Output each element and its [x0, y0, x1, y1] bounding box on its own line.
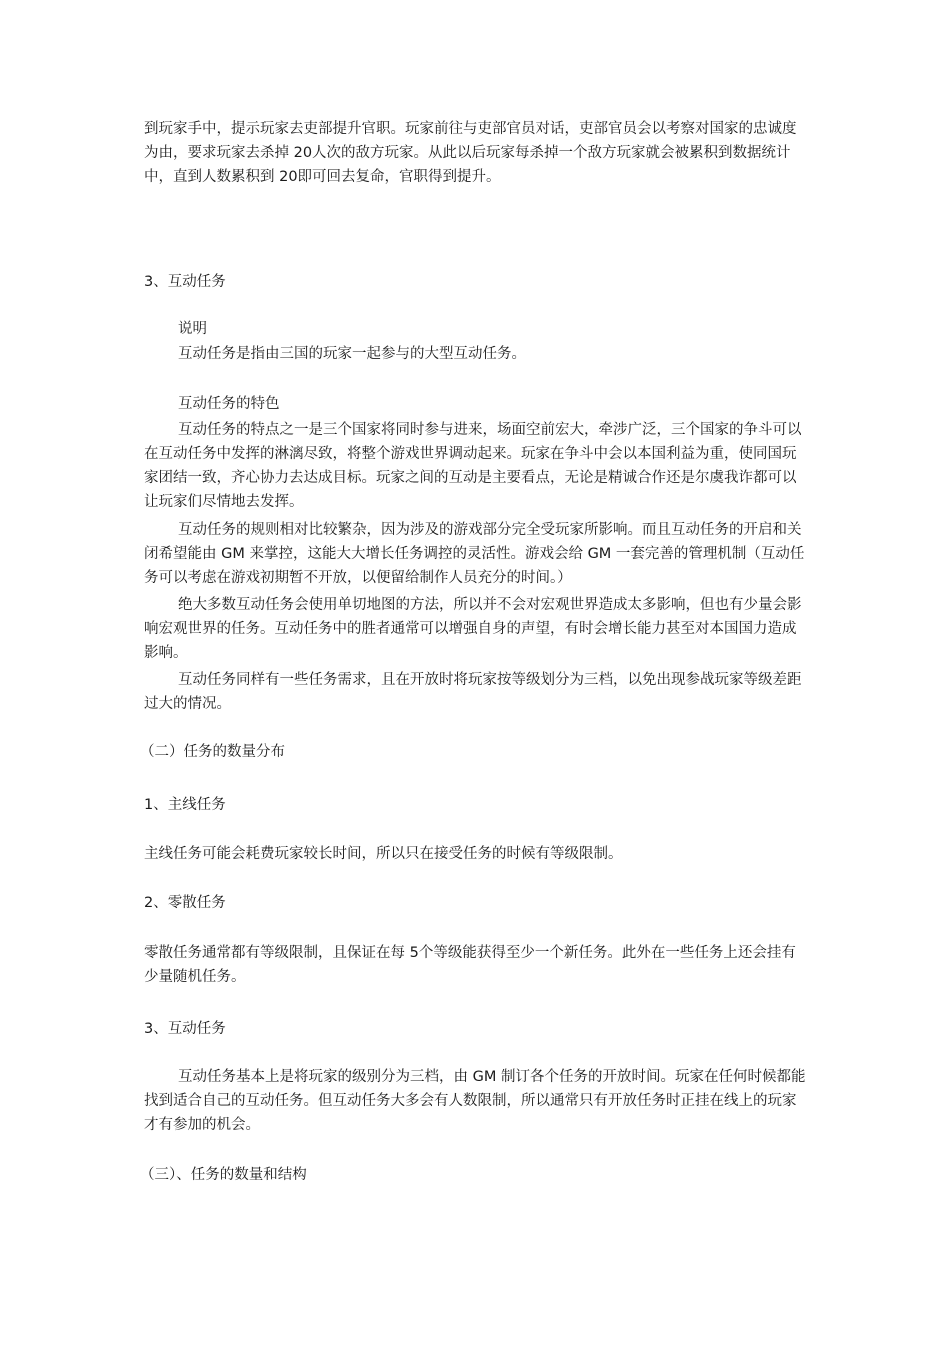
paragraph-definition: 互动任务是指由三国的玩家一起参与的大型互动任务。 [178, 346, 526, 362]
paragraph-main-quest: 主线任务可能会耗费玩家较长时间，所以只在接受任务的时候有等级限制。 [144, 846, 623, 862]
heading-quantity-structure: （三）、任务的数量和结构 [140, 1167, 307, 1183]
paragraph-feature-2: 互动任务的规则相对比较繁杂，因为涉及的游戏部分完全受玩家所影响。而且互动任务的开启和关闭希望能由 GM 来掌控，这能大大增长任务调控的灵活性。游戏会给 GM 一套完善的管理机制（互动任务可以考虑在游戏初期暂不开放，以便留给制作人员充分的时间。） [144, 522, 805, 586]
paragraph-side-quest: 零散任务通常都有等级限制，且保证在每 5个等级能获得至少一个新任务。此外在一些任务上还会挂有少量随机任务。 [144, 945, 796, 985]
heading-interactive-quest-2: 3、互动任务 [144, 1021, 226, 1037]
paragraph-feature-3: 绝大多数互动任务会使用单切地图的方法，所以并不会对宏观世界造成太多影响，但也有少量会影响宏观世界的任务。互动任务中的胜者通常可以增强自身的声望，有时会增长能力甚至对本国国力造成影响。 [144, 597, 802, 661]
heading-side-quest: 2、零散任务 [144, 895, 226, 911]
heading-main-quest: 1、主线任务 [144, 797, 226, 813]
heading-quantity-distribution: （二）任务的数量分布 [140, 744, 285, 760]
heading-interactive-quest: 3、互动任务 [144, 274, 226, 290]
paragraph-officer-quest: 到玩家手中，提示玩家去吏部提升官职。玩家前往与吏部官员对话，吏部官员会以考察对国家的忠诚度为由，要求玩家去杀掉 20人次的敌方玩家。从此以后玩家每杀掉一个敌方玩家就会被累积到数据统计中，直到人数累积到 20即可回去复命，官职得到提升。 [144, 121, 797, 185]
paragraph-feature-1: 互动任务的特点之一是三个国家将同时参与进来，场面空前宏大，牵涉广泛，三个国家的争斗可以在互动任务中发挥的淋漓尽致，将整个游戏世界调动起来。玩家在争斗中会以本国利益为重，使同国玩家团结一致，齐心协力去达成目标。玩家之间的互动是主要看点，无论是精诚合作还是尔虞我诈都可以让玩家们尽情地去发挥。 [144, 422, 802, 510]
paragraph-interactive-quest-2: 互动任务基本上是将玩家的级别分为三档，由 GM 制订各个任务的开放时间。玩家在任何时候都能找到适合自己的互动任务。但互动任务大多会有人数限制，所以通常只有开放任务时正挂在线上的玩家才有参加的机会。 [144, 1069, 806, 1133]
subheading-description: 说明 [178, 321, 207, 337]
subheading-features: 互动任务的特色 [178, 396, 280, 412]
paragraph-feature-4: 互动任务同样有一些任务需求，且在开放时将玩家按等级划分为三档，以免出现参战玩家等级差距过大的情况。 [144, 672, 802, 712]
